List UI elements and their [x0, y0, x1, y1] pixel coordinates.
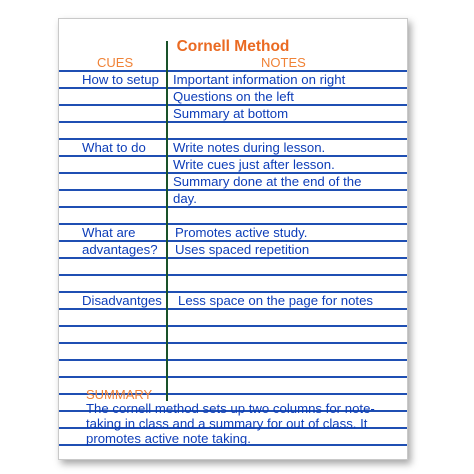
- summary-label: SUMMARY: [86, 387, 153, 402]
- note-line: Summary at bottom: [173, 106, 289, 121]
- ruled-line: [59, 206, 407, 208]
- ruled-line: [59, 325, 407, 327]
- cues-header: CUES: [97, 55, 134, 70]
- page-title: Cornell Method: [176, 38, 290, 55]
- summary-line: taking in class and a summary for out of class. It: [86, 416, 368, 431]
- cue-advantages: advantages?: [82, 242, 158, 257]
- cue-what-are: What are: [82, 225, 136, 240]
- ruled-line: [59, 189, 407, 191]
- ruled-line: [59, 121, 407, 123]
- notes-header: NOTES: [261, 55, 306, 70]
- ruled-line: [59, 342, 407, 344]
- ruled-line: [59, 359, 407, 361]
- cue-column-divider: [166, 41, 168, 401]
- cornell-notes-sheet: [58, 18, 408, 460]
- cue-how-to-setup: How to setup: [82, 72, 159, 87]
- ruled-line: [59, 308, 407, 310]
- summary-line: promotes active note taking.: [86, 431, 251, 446]
- note-line: Less space on the page for notes: [178, 293, 374, 308]
- note-line: Write cues just after lesson.: [173, 157, 335, 172]
- note-line: Uses spaced repetition: [175, 242, 310, 257]
- cue-what-to-do: What to do: [82, 140, 146, 155]
- ruled-line: [59, 376, 407, 378]
- ruled-line: [59, 257, 407, 259]
- cue-disadvantages: Disadvantges: [82, 293, 162, 308]
- summary-line: The cornell method sets up two columns for note-: [86, 401, 375, 416]
- note-line: Questions on the left: [173, 89, 294, 104]
- note-line: Summary done at the end of the: [173, 174, 362, 189]
- note-line: Write notes during lesson.: [173, 140, 326, 155]
- note-line: Promotes active study.: [175, 225, 308, 240]
- ruled-line: [59, 274, 407, 276]
- note-line: day.: [173, 191, 197, 206]
- note-line: Important information on right: [173, 72, 346, 87]
